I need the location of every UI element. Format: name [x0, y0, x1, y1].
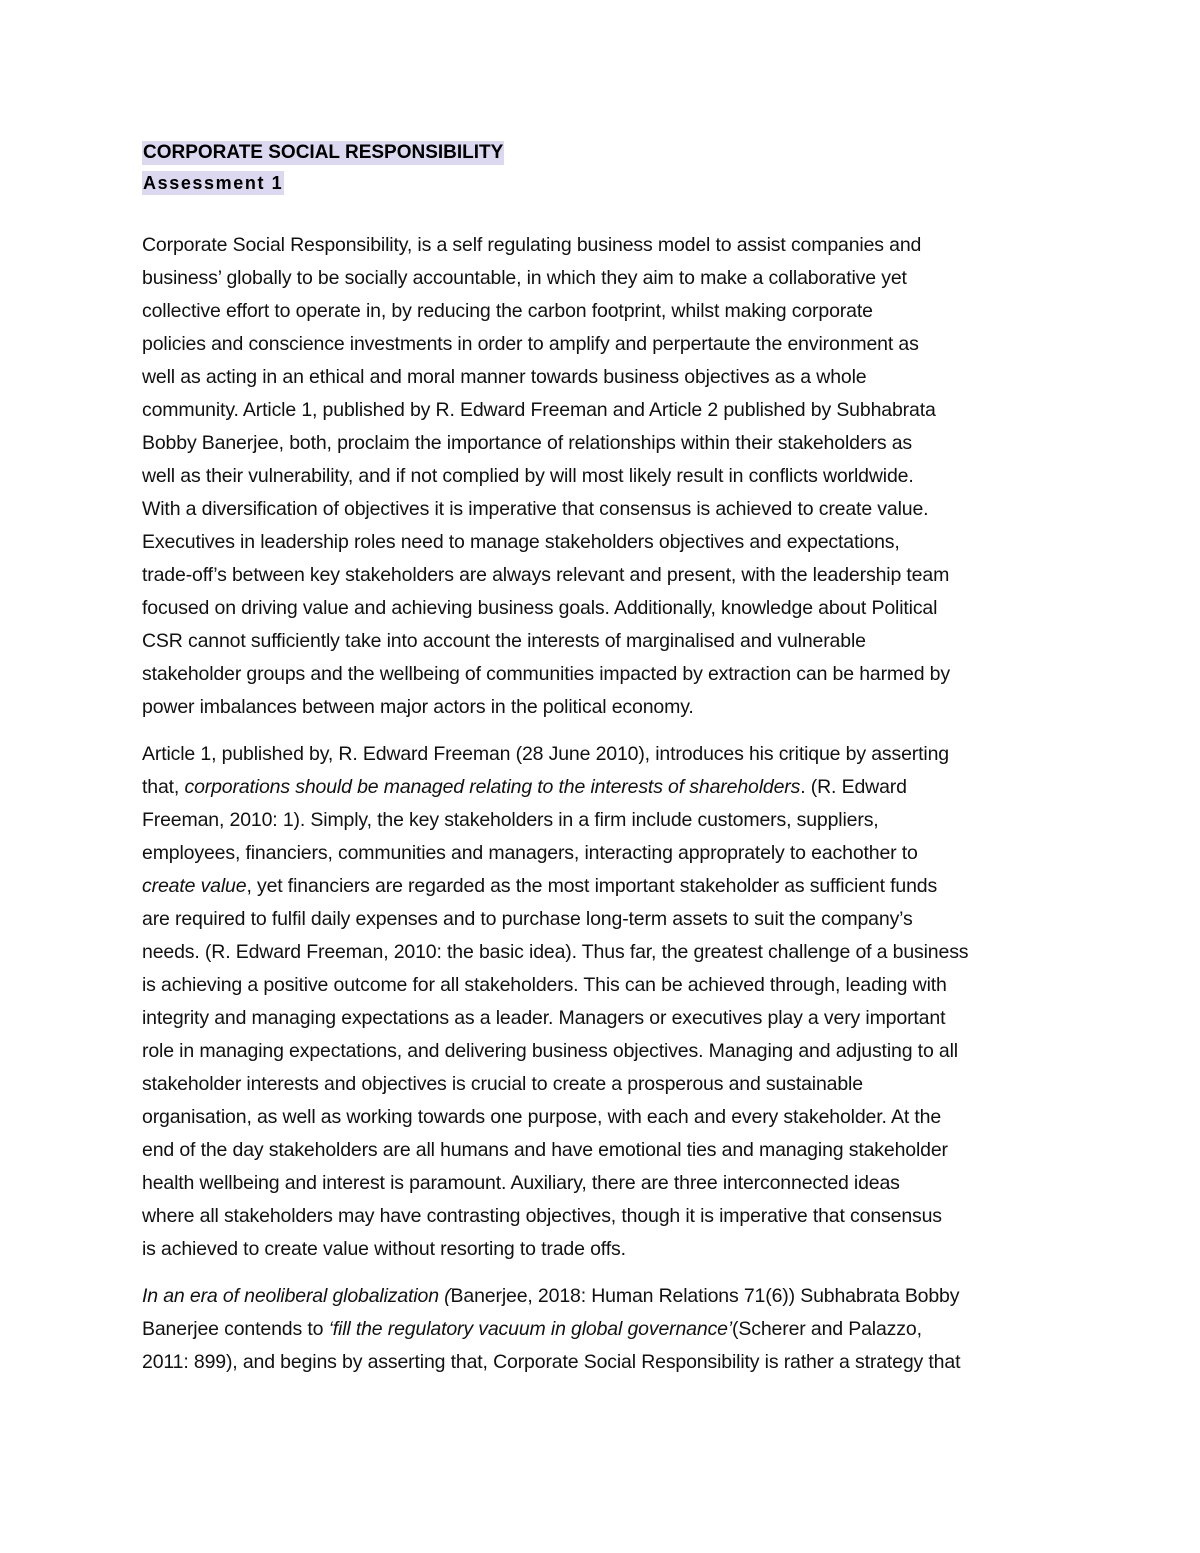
text-run: integrity and managing expectations as a leader. Managers or executives play a very important — [142, 1007, 946, 1029]
text-line — [142, 691, 1062, 724]
text-line — [142, 229, 1062, 262]
text-line — [142, 1101, 1062, 1134]
text-line — [142, 771, 1062, 804]
text-line — [142, 903, 1062, 936]
text-run: organisation, as well as working towards one purpose, with each and every stakeholder. At the — [142, 1106, 942, 1128]
text-run: business’ globally to be socially accountable, in which they aim to make a collaborative yet — [142, 267, 907, 289]
text-line — [142, 1035, 1062, 1068]
text-run: Banerjee, 2018: Human Relations 71(6)) Subhabrata Bobby — [450, 1285, 960, 1307]
text-line — [142, 361, 1062, 394]
text-run: Freeman, 2010: 1). Simply, the key stakeholders in a firm include customers, suppliers, — [142, 809, 879, 831]
italic-text: ‘fill the regulatory vacuum in global governance’ — [328, 1318, 733, 1340]
italic-text: create value — [142, 875, 247, 897]
heading-block — [142, 141, 504, 195]
text-line — [142, 526, 1062, 559]
text-line — [142, 1346, 1062, 1379]
italic-text: corporations should be managed relating to the interests of shareholders — [184, 776, 801, 798]
text-line — [142, 295, 1062, 328]
text-run: that, — [142, 776, 185, 798]
text-line — [142, 1313, 1062, 1346]
text-run: are required to fulfil daily expenses and to purchase long-term assets to suit the company’s — [142, 908, 913, 930]
text-run: , yet financiers are regarded as the most important stakeholder as sufficient funds — [246, 875, 938, 897]
text-run: is achieving a positive outcome for all stakeholders. This can be achieved through, leading with — [142, 974, 947, 996]
paragraph — [142, 738, 1062, 1266]
text-line — [142, 493, 1062, 526]
text-run: role in managing expectations, and delivering business objectives. Managing and adjusting to all — [142, 1040, 958, 1062]
text-run: power imbalances between major actors in the political economy. — [142, 696, 694, 718]
text-run: Article 1, published by, R. Edward Freeman (28 June 2010), introduces his critique by asserting — [142, 743, 949, 765]
text-line — [142, 592, 1062, 625]
text-run: employees, financiers, communities and managers, interacting approprately to eachother to — [142, 842, 918, 864]
text-run: well as acting in an ethical and moral manner towards business objectives as a whole — [142, 366, 867, 388]
text-run: CSR cannot sufficiently take into account the interests of marginalised and vulnerable — [142, 630, 866, 652]
text-line — [142, 936, 1062, 969]
text-run: Banerjee contends to — [142, 1318, 329, 1340]
italic-text: In an era of neoliberal globalization ( — [142, 1285, 451, 1307]
text-line — [142, 328, 1062, 361]
text-run: health wellbeing and interest is paramount. Auxiliary, there are three interconnected ideas — [142, 1172, 900, 1194]
text-line — [142, 1167, 1062, 1200]
text-line — [142, 1233, 1062, 1266]
text-run: 2011: 899), and begins by asserting that, Corporate Social Responsibility is rather a strategy that — [142, 1351, 961, 1373]
text-run: . (R. Edward — [800, 776, 907, 798]
text-run: collective effort to operate in, by reducing the carbon footprint, whilst making corporate — [142, 300, 873, 322]
text-line — [142, 1002, 1062, 1035]
text-run: trade-off’s between key stakeholders are always relevant and present, with the leadership team — [142, 564, 950, 586]
text-line — [142, 1068, 1062, 1101]
document-title: CORPORATE SOCIAL RESPONSIBILITY — [143, 142, 504, 163]
paragraph — [142, 1280, 1062, 1379]
text-line — [142, 804, 1062, 837]
text-line — [142, 262, 1062, 295]
text-line — [142, 837, 1062, 870]
text-run: policies and conscience investments in order to amplify and perpertaute the environment as — [142, 333, 919, 355]
text-run: needs. (R. Edward Freeman, 2010: the basic idea). Thus far, the greatest challenge of a business — [142, 941, 969, 963]
text-run: Bobby Banerjee, both, proclaim the importance of relationships within their stakeholders as — [142, 432, 913, 454]
text-run: stakeholder interests and objectives is crucial to create a prosperous and sustainable — [142, 1073, 863, 1095]
text-run: stakeholder groups and the wellbeing of communities impacted by extraction can be harmed by — [142, 663, 950, 685]
text-run: end of the day stakeholders are all humans and have emotional ties and managing stakeholder — [142, 1139, 948, 1161]
text-run: With a diversification of objectives it is imperative that consensus is achieved to create value. — [142, 498, 929, 520]
text-line — [142, 1200, 1062, 1233]
text-run: well as their vulnerability, and if not complied by will most likely result in conflicts worldwide. — [142, 465, 914, 487]
text-line — [142, 427, 1062, 460]
text-line — [142, 870, 1062, 903]
text-line — [142, 1134, 1062, 1167]
text-run: Executives in leadership roles need to manage stakeholders objectives and expectations, — [142, 531, 900, 553]
text-run: (Scherer and Palazzo, — [732, 1318, 922, 1340]
text-run: is achieved to create value without resorting to trade offs. — [142, 1238, 626, 1260]
text-line — [142, 394, 1062, 427]
text-line — [142, 658, 1062, 691]
document-body — [142, 229, 1062, 1393]
paragraph — [142, 229, 1062, 724]
document-subtitle: Assessment 1 — [143, 173, 284, 193]
text-line — [142, 460, 1062, 493]
text-line — [142, 738, 1062, 771]
text-line — [142, 969, 1062, 1002]
text-run: focused on driving value and achieving business goals. Additionally, knowledge about Political — [142, 597, 938, 619]
text-run: community. Article 1, published by R. Edward Freeman and Article 2 published by Subhabrata — [142, 399, 936, 421]
text-line — [142, 559, 1062, 592]
text-line — [142, 625, 1062, 658]
text-run: Corporate Social Responsibility, is a self regulating business model to assist companies and — [142, 234, 922, 256]
text-run: where all stakeholders may have contrasting objectives, though it is imperative that consensus — [142, 1205, 942, 1227]
text-line — [142, 1280, 1062, 1313]
